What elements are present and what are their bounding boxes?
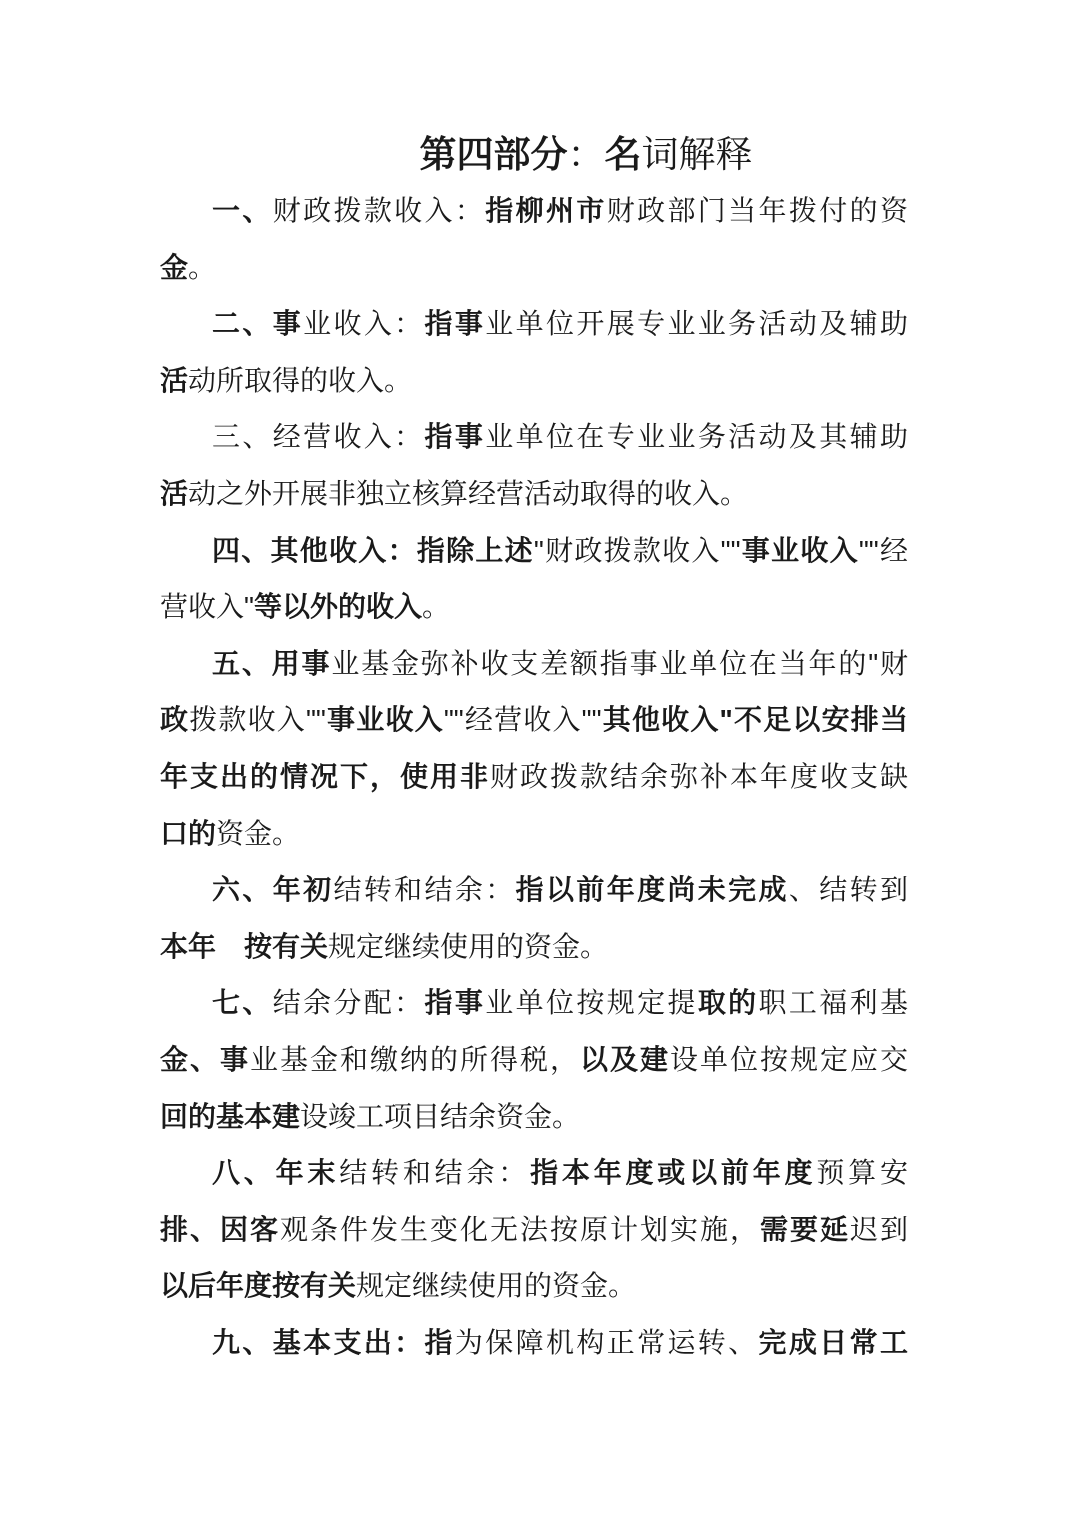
text-run: 政 [160, 704, 190, 736]
text-run: 完成日常工 [758, 1326, 908, 1358]
text-run: 四、其他收入：指除上述 [212, 534, 534, 566]
text-line [160, 1258, 908, 1315]
paragraph-6 [160, 862, 908, 975]
text-run: 财政拨款收入： [272, 195, 486, 226]
text-run: 回的基本建 [160, 1100, 301, 1132]
text-line [160, 579, 908, 636]
text-run: 、结转到 [788, 874, 908, 906]
text-run: 财政拨款结余弥补本年度收支缺 [490, 760, 908, 792]
text-line [160, 183, 908, 240]
text-run: 业单位在专业业务活动及其辅助 [485, 421, 908, 453]
paragraph-5 [160, 636, 908, 862]
text-run: 职工福利基 [758, 987, 908, 1019]
text-run: 结余分配： [272, 987, 425, 1019]
text-run: 五、用事 [212, 647, 332, 679]
title-run: 词解释 [641, 134, 753, 175]
text-run: 迟到 [849, 1213, 908, 1245]
text-run: 六、年初 [212, 874, 334, 906]
text-line [160, 749, 908, 806]
text-line [160, 353, 908, 410]
text-run: 设竣工项目结余资金。 [300, 1100, 581, 1132]
text-run: 一、 [212, 195, 273, 226]
text-line [160, 466, 908, 523]
text-run: 指本年度或以前年度 [530, 1157, 817, 1189]
text-run: 指事 [424, 987, 486, 1019]
text-run: 结转和结余： [333, 874, 516, 906]
text-run: 取的 [697, 987, 759, 1019]
text-run: 金、事 [160, 1043, 250, 1075]
text-run: 事业收入 [325, 704, 444, 736]
text-run: ""经 [858, 534, 908, 566]
text-line [160, 1145, 908, 1202]
paragraph-2 [160, 296, 908, 409]
text-run: 活 [160, 477, 189, 509]
text-run: ""经营收入"" [443, 704, 602, 736]
text-run: 年支出的情况下，使用非 [160, 760, 490, 792]
text-run: 活 [160, 364, 189, 396]
text-run: 动之外开展非独立核算经营活动取得的收入。 [188, 477, 749, 509]
text-run: 指事 [424, 421, 486, 453]
text-run: 金 [160, 251, 189, 283]
text-line [160, 975, 908, 1032]
title-run: 第四部分 [419, 134, 568, 175]
text-run: 预算安 [816, 1157, 908, 1189]
text-line [160, 692, 908, 749]
text-line [160, 1032, 908, 1089]
page-title [160, 126, 908, 183]
paragraph-7 [160, 975, 908, 1145]
title-run: ： [567, 134, 605, 175]
text-run: 指事 [424, 308, 486, 340]
text-run: 业基金和缴纳的所得税， [250, 1043, 580, 1075]
text-run: 结转和结余： [339, 1157, 531, 1189]
text-run: 排、因客 [160, 1213, 280, 1245]
text-run: 。 [188, 251, 217, 283]
text-run: 拨款收入"" [189, 704, 326, 736]
paragraph-9 [160, 1315, 908, 1372]
text-run: 等以外的收入 [253, 591, 422, 623]
paragraph-4 [160, 523, 908, 636]
text-run: 以及建 [579, 1043, 670, 1075]
document-content [160, 126, 908, 1371]
text-run: 七、 [212, 987, 273, 1019]
text-run: 指柳州市 [485, 195, 607, 226]
paragraph-3 [160, 409, 908, 522]
text-run: 为保障机构正常运转、 [454, 1326, 759, 1358]
text-line [160, 1315, 908, 1372]
text-line [160, 409, 908, 466]
text-run: 财政部门当年拨付的资 [606, 195, 908, 226]
text-run: 本年 按有关 [160, 930, 329, 962]
text-run: 以后年度按有关 [160, 1270, 357, 1302]
text-run: 规定继续使用的资金。 [356, 1270, 637, 1302]
text-run: 设单位按规定应交 [669, 1043, 908, 1075]
text-run: 八、年末 [212, 1157, 340, 1189]
text-run: 资金。 [216, 817, 301, 849]
paragraph-8 [160, 1145, 908, 1315]
text-run: 动所取得的收入。 [188, 364, 413, 396]
text-run: 其他收入"不足以安排当 [601, 704, 908, 736]
text-run: 规定继续使用的资金。 [328, 930, 609, 962]
text-run: 口的 [160, 817, 217, 849]
text-line [160, 636, 908, 693]
text-line [160, 296, 908, 353]
text-run: 营收入" [160, 591, 254, 623]
text-line [160, 806, 908, 863]
text-run: 业单位开展专业业务活动及辅助 [485, 308, 908, 340]
text-run: 事业收入 [740, 534, 859, 566]
paragraph-1 [160, 183, 908, 296]
text-run: 业单位按规定提 [485, 987, 698, 1019]
text-run: 三、经营收入： [212, 421, 425, 453]
text-run: 指以前年度尚未完成 [515, 874, 789, 906]
text-line [160, 1089, 908, 1146]
text-line [160, 862, 908, 919]
text-run: 二、事 [212, 308, 304, 340]
title-run: 名 [604, 134, 642, 175]
text-line [160, 1202, 908, 1259]
text-run: 业收入： [303, 308, 425, 340]
text-run: 需要延 [759, 1213, 850, 1245]
text-line [160, 919, 908, 976]
text-run: 。 [421, 591, 450, 623]
text-run: 九、基本支出：指 [212, 1326, 455, 1358]
text-run: "财政拨款收入"" [533, 534, 741, 566]
text-run: 观条件发生变化无法按原计划实施， [280, 1213, 760, 1245]
text-line [160, 523, 908, 580]
text-line [160, 240, 908, 297]
text-run: 业基金弥补收支差额指事业单位在当年的"财 [331, 647, 908, 679]
